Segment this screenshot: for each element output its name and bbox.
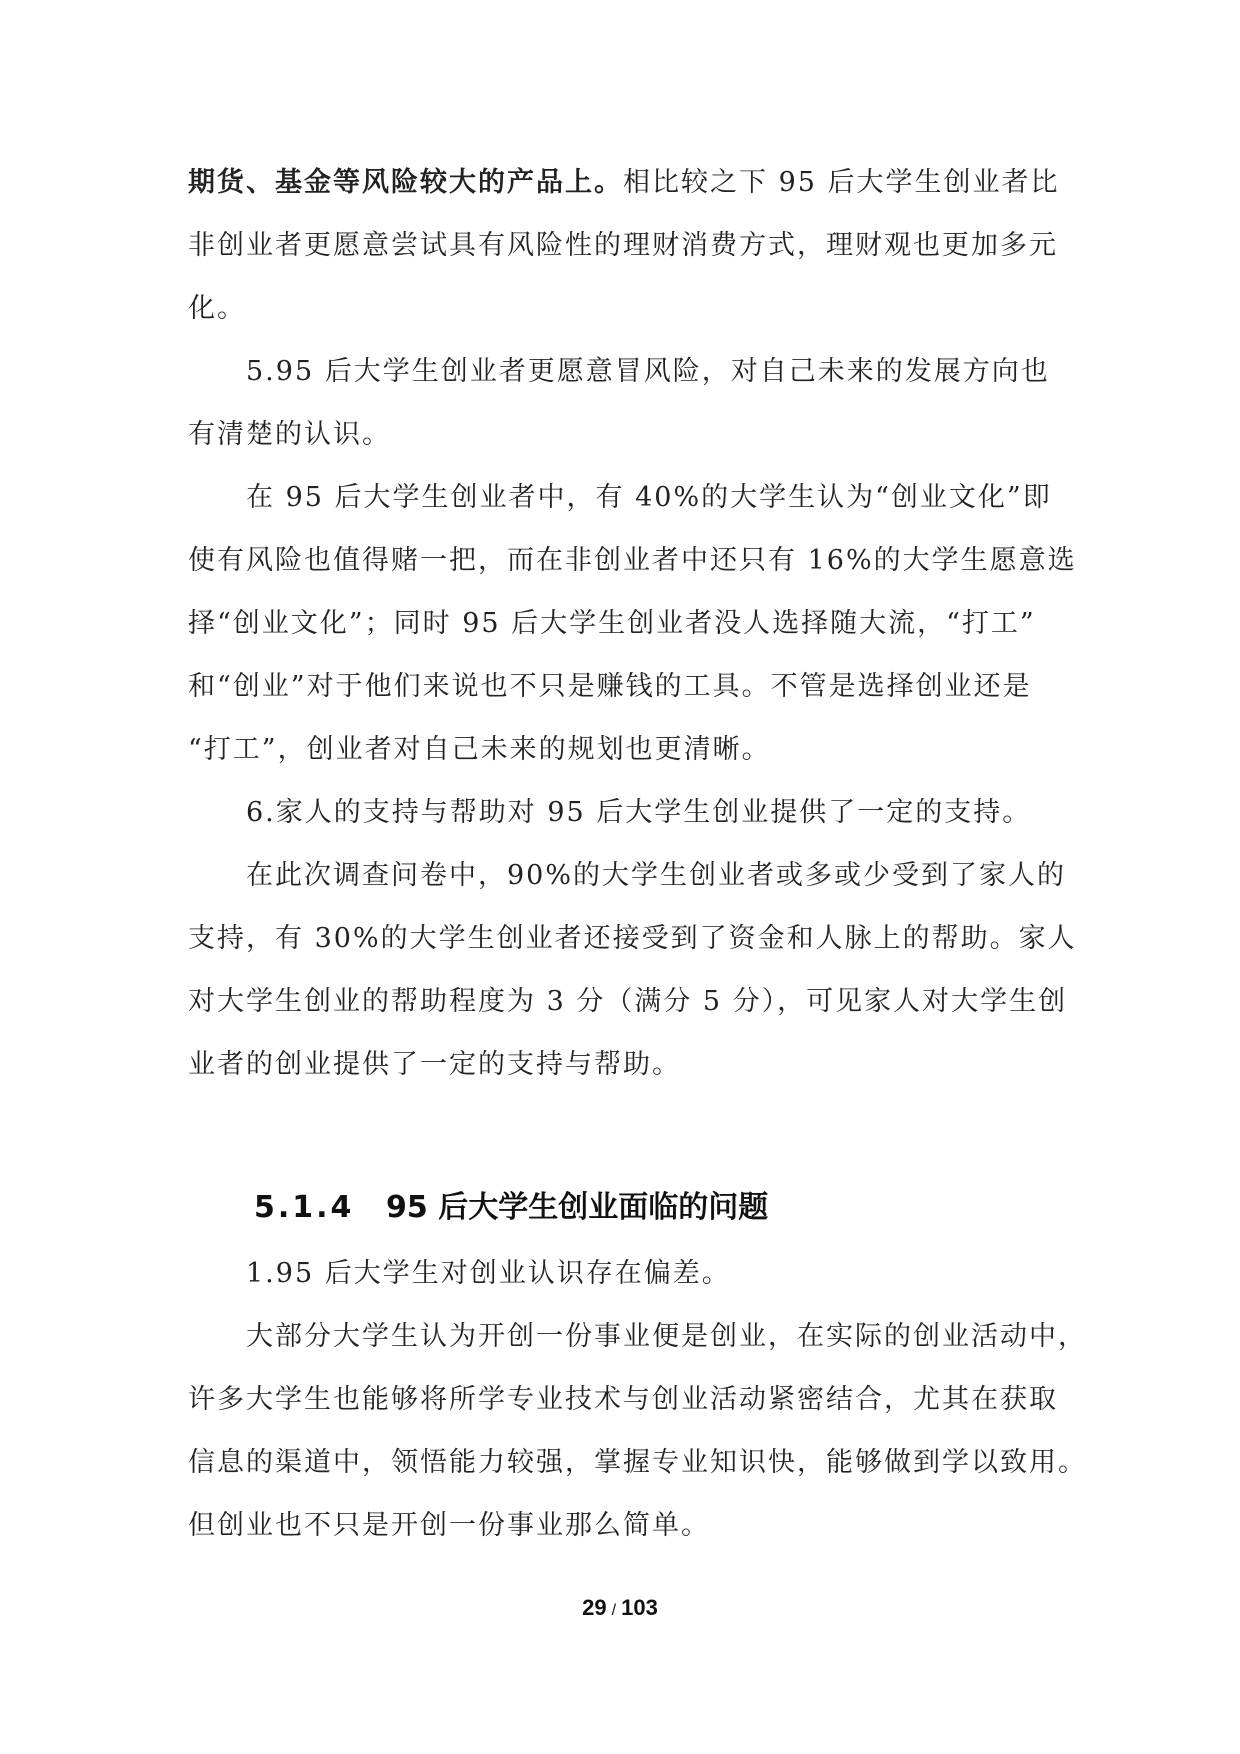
- current-page: 29: [582, 1595, 607, 1620]
- line-text: 相比较之下 95 后大学生创业者比: [623, 167, 1060, 198]
- list-point-6: 6.家人的支持与帮助对 95 后大学生创业提供了一定的支持。: [246, 797, 1032, 828]
- list-point-1: 1.95 后大学生对创业认识存在偏差。: [246, 1258, 731, 1289]
- list-point-5: 5.95 后大学生创业者更愿意冒风险，对自己未来的发展方向也: [246, 356, 1050, 387]
- paragraph-line: “打工”，创业者对自己未来的规划也更清晰。: [188, 734, 771, 765]
- paragraph-line: 化。: [188, 293, 246, 324]
- paragraph-line: [188, 163, 1060, 203]
- section-number: 5.1.4: [254, 1190, 355, 1225]
- page-number: [0, 1595, 1240, 1621]
- section-heading: [254, 1186, 768, 1230]
- paragraph-line: 支持，有 30%的大学生创业者还接受到了资金和人脉上的帮助。家人: [188, 923, 1077, 954]
- paragraph-line: 在此次调查问卷中，90%的大学生创业者或多或少受到了家人的: [246, 860, 1067, 891]
- total-pages: 103: [621, 1595, 658, 1620]
- paragraph-line: 非创业者更愿意尝试具有风险性的理财消费方式，理财观也更加多元: [188, 230, 1058, 261]
- paragraph-line: 大部分大学生认为开创一份事业便是创业，在实际的创业活动中，: [246, 1321, 1087, 1352]
- paragraph-line: 信息的渠道中，领悟能力较强，掌握专业知识快，能够做到学以致用。: [188, 1447, 1087, 1478]
- bold-phrase: 期货、基金等风险较大的产品上。: [188, 167, 623, 198]
- paragraph-line: 但创业也不只是开创一份事业那么简单。: [188, 1510, 710, 1541]
- paragraph-line: 择“创业文化”；同时 95 后大学生创业者没人选择随大流，“打工”: [188, 608, 1036, 639]
- paragraph-line: 对大学生创业的帮助程度为 3 分（满分 5 分），可见家人对大学生创: [188, 986, 1068, 1017]
- page-separator: /: [611, 1602, 617, 1619]
- paragraph-line: 业者的创业提供了一定的支持与帮助。: [188, 1049, 681, 1080]
- paragraph-line: 许多大学生也能够将所学专业技术与创业活动紧密结合，尤其在获取: [188, 1384, 1058, 1415]
- paragraph-line: 在 95 后大学生创业者中，有 40%的大学生认为“创业文化”即: [246, 482, 1052, 513]
- section-title: 95 后大学生创业面临的问题: [386, 1190, 769, 1225]
- paragraph-line: 和“创业”对于他们来说也不只是赚钱的工具。不管是选择创业还是: [188, 671, 1032, 702]
- paragraph-line: 有清楚的认识。: [188, 419, 391, 450]
- paragraph-line: 使有风险也值得赌一把，而在非创业者中还只有 16%的大学生愿意选: [188, 545, 1077, 576]
